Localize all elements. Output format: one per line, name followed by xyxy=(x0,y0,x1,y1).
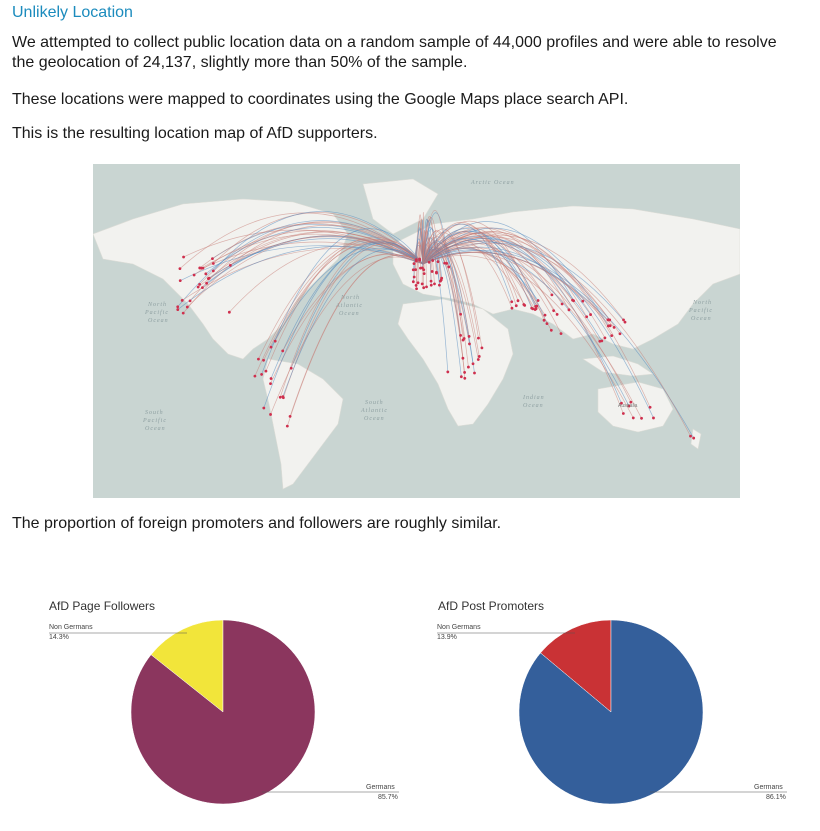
promoters-pie xyxy=(519,620,703,804)
section-heading: Unlikely Location xyxy=(12,4,133,21)
api-paragraph: These locations were mapped to coordinates using the Google Maps place search API. xyxy=(12,91,629,108)
map-label-satl-3: Ocean xyxy=(364,416,385,422)
followers-chart-title: AfD Page Followers xyxy=(49,599,156,613)
intro-paragraph: We attempted to collect public location data on a random sample of 44,000 profiles and were able to resolve the geolocation of 24,137, slightly more than 50% of the sample. xyxy=(12,34,777,71)
followers-non-german-label: Non Germans xyxy=(49,624,93,631)
map-label-npac-right-3: Ocean xyxy=(691,316,712,322)
map-label-npac-left-1: North xyxy=(148,302,168,308)
map-label-natl-2: Atlantic xyxy=(336,303,363,309)
followers-german-label: Germans xyxy=(366,784,395,791)
promoters-chart-title: AfD Post Promoters xyxy=(438,599,545,613)
map-label-satl-1: South xyxy=(365,400,384,406)
promoters-non-german-label: Non Germans xyxy=(437,624,481,631)
map-label-npac-right-1: North xyxy=(693,300,713,306)
map-label-australia: Australia xyxy=(618,403,638,409)
promoters-german-label: Germans xyxy=(754,784,783,791)
map-intro-paragraph: This is the resulting location map of AfD supporters. xyxy=(12,125,378,142)
map-label-spac-3: Ocean xyxy=(145,426,166,432)
map-label-npac-right-2: Pacific xyxy=(689,308,713,314)
map-label-npac-left-2: Pacific xyxy=(145,310,169,316)
map-label-spac-1: South xyxy=(145,410,164,416)
map-label-natl-1: North xyxy=(341,295,361,301)
proportion-paragraph: The proportion of foreign promoters and followers are roughly similar. xyxy=(12,515,502,532)
map-label-satl-2: Atlantic xyxy=(361,408,388,414)
map-label-npac-left-3: Ocean xyxy=(148,318,169,324)
promoters-non-german-value: 13.9% xyxy=(437,634,457,641)
map-label-arctic: Arctic Ocean xyxy=(471,180,515,186)
map-label-indian-2: Ocean xyxy=(523,403,544,409)
followers-pie xyxy=(131,620,315,804)
map-label-indian-1: Indian xyxy=(523,395,545,401)
followers-german-value: 85.7% xyxy=(378,794,398,801)
promoters-german-value: 86.1% xyxy=(766,794,786,801)
followers-non-german-value: 14.3% xyxy=(49,634,69,641)
map-label-spac-2: Pacific xyxy=(143,418,167,424)
map-label-natl-3: Ocean xyxy=(339,311,360,317)
